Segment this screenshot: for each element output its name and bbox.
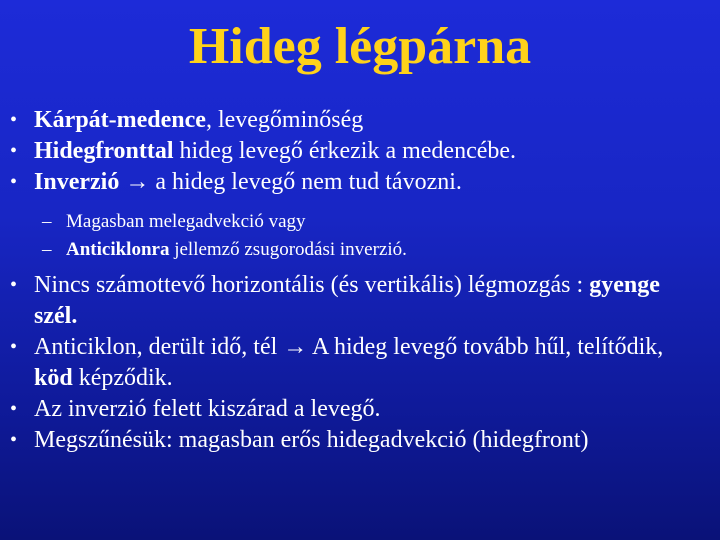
- bullet-item: [0, 394, 720, 425]
- bullet-text: Megszűnésük: magasban erős hidegadvekció (hidegfront): [34, 427, 589, 453]
- bullet-text: Nincs számottevő horizontális (és vertikális) légmozgás :: [34, 272, 590, 298]
- bullet-bold-text: Kárpát-medence: [34, 107, 206, 133]
- bullet-dot: •: [10, 398, 18, 420]
- sub-bullet-dash: –: [42, 239, 52, 260]
- bullet-list: [0, 105, 720, 456]
- bullet-bold-text: Inverzió: [34, 169, 120, 195]
- bullet-bold-text: gyenge szél.: [34, 272, 660, 329]
- bullet-dot: •: [10, 140, 18, 162]
- bullet-dot: •: [10, 336, 18, 358]
- bullet-item: [0, 136, 720, 167]
- bullet-item: [0, 167, 720, 198]
- bullet-text: hideg levegő érkezik a medencébe.: [173, 138, 517, 164]
- bullet-text: Az inverzió felett kiszárad a levegő.: [34, 396, 381, 422]
- bullet-bold-text: Hidegfronttal: [34, 138, 174, 164]
- bullet-dot: •: [10, 109, 18, 131]
- bullet-text: → a hideg levegő nem tud távozni.: [119, 169, 462, 195]
- sub-bullet-text: Magasban melegadvekció vagy: [66, 211, 306, 232]
- sub-bullet-bold-text: Anticiklonra: [66, 239, 170, 260]
- bullet-dot: •: [10, 429, 18, 451]
- bullet-dot: •: [10, 171, 18, 193]
- bullet-text: Anticiklon, derült idő, tél → A hideg levegő tovább hűl, telítődik,: [34, 334, 664, 360]
- bullet-item: [0, 332, 720, 394]
- bullet-bold-text: köd: [34, 365, 73, 391]
- sub-bullet-item: [0, 236, 720, 264]
- bullet-item: [0, 425, 720, 456]
- sub-bullet-dash: –: [42, 211, 52, 232]
- sub-bullet-text: jellemző zsugorodási inverzió.: [169, 239, 407, 260]
- bullet-text-end: képződik.: [72, 365, 173, 391]
- bullet-dot: •: [10, 274, 18, 296]
- bullet-item: [0, 270, 720, 332]
- bullet-item: [0, 105, 720, 136]
- slide-title: Hideg légpárna: [188, 18, 532, 75]
- bullet-text: , levegőminőség: [205, 107, 364, 133]
- sub-bullet-item: [0, 208, 720, 236]
